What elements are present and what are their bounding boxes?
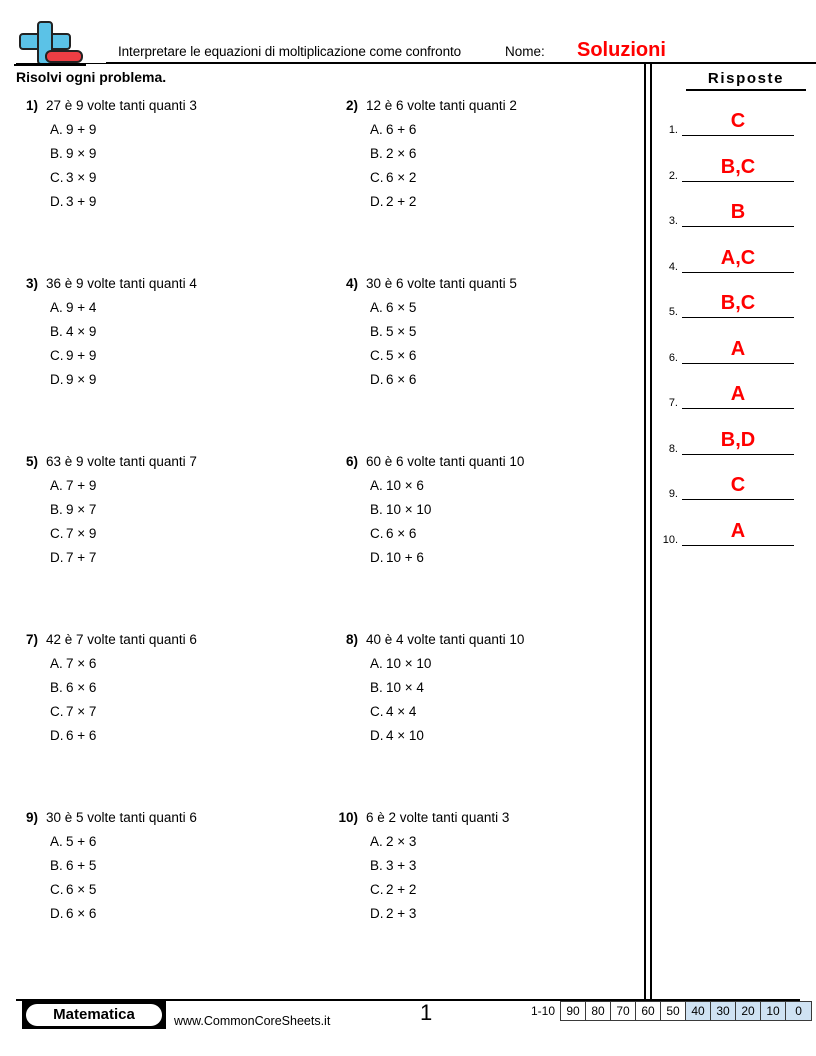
choice-letter: D.	[370, 372, 384, 387]
choice-expression: 4 × 10	[386, 728, 424, 743]
answer-row-number: 6.	[668, 351, 678, 364]
choice-letter: A.	[50, 300, 63, 315]
problem-text: 60 è 6 volte tanti quanti 10	[366, 454, 525, 469]
answer-row-number: 7.	[668, 397, 678, 409]
answer-choice[interactable]	[50, 118, 328, 142]
answer-row-number: 5.	[668, 306, 678, 318]
problem-header	[8, 808, 328, 830]
score-scale-label: 1-10	[531, 1004, 556, 1018]
choice-expression: 6 × 6	[386, 526, 417, 541]
choice-letter: A.	[50, 834, 63, 849]
problem-number: 4)	[345, 276, 358, 291]
header-rule-left	[16, 63, 108, 64]
answer-row-line[interactable]	[682, 226, 794, 227]
answer-choice[interactable]	[370, 724, 648, 748]
choice-letter: B.	[50, 680, 63, 695]
answer-choice[interactable]	[370, 676, 648, 700]
answer-choice[interactable]	[370, 700, 648, 724]
choice-letter: D.	[50, 372, 64, 387]
choice-letter: D.	[50, 194, 64, 209]
problem-item	[328, 274, 648, 392]
answer-row-value: C	[730, 110, 746, 132]
choice-expression: 7 + 9	[66, 478, 97, 493]
choice-letter: C.	[50, 526, 64, 541]
problem-header	[328, 630, 648, 652]
brand-pill	[26, 1004, 162, 1026]
answer-row-line[interactable]	[682, 545, 794, 546]
problem-number: 3)	[25, 276, 38, 291]
choice-letter: A.	[370, 834, 383, 849]
answer-row-value: B,C	[720, 155, 756, 178]
choice-letter: C.	[50, 170, 64, 185]
answer-row	[656, 195, 806, 240]
plus-minus-icon	[14, 21, 86, 67]
answer-choice[interactable]	[370, 190, 648, 214]
choice-letter: C.	[50, 882, 64, 897]
problem-header	[328, 808, 648, 830]
choice-letter: A.	[370, 656, 383, 671]
choice-expression: 6 × 5	[386, 300, 417, 315]
answer-choice[interactable]	[50, 190, 328, 214]
choice-expression: 6 × 5	[66, 882, 97, 897]
problem-header	[8, 96, 328, 118]
problem-number: 9)	[25, 810, 38, 825]
choice-expression: 9 × 7	[66, 502, 97, 517]
problem-item	[8, 96, 328, 214]
answer-choice[interactable]	[370, 878, 648, 902]
answer-choice[interactable]	[50, 902, 328, 926]
choice-expression: 2 × 3	[386, 834, 417, 849]
answer-row	[656, 468, 806, 513]
choice-expression: 9 + 9	[66, 122, 97, 137]
answer-row-number: 9.	[668, 488, 678, 500]
problem-header	[8, 274, 328, 296]
problem-number: 6)	[345, 454, 358, 469]
choice-letter: B.	[370, 680, 383, 695]
problem-header	[328, 96, 648, 118]
choice-expression: 9 + 4	[66, 300, 97, 315]
answer-row	[656, 286, 806, 331]
choice-expression: 9 + 9	[66, 348, 97, 363]
answer-row-number: 4.	[668, 260, 678, 273]
answer-row-line[interactable]	[682, 181, 794, 182]
answer-row-value: A	[730, 383, 746, 405]
plus-center-fill	[39, 34, 51, 49]
answer-choice[interactable]	[370, 474, 648, 498]
answer-choice[interactable]	[50, 474, 328, 498]
answer-choice[interactable]	[50, 344, 328, 368]
choice-expression: 6 × 2	[386, 170, 417, 185]
choice-letter: A.	[50, 656, 63, 671]
answer-choice[interactable]	[370, 142, 648, 166]
answer-choice[interactable]	[50, 522, 328, 546]
choice-letter: B.	[50, 502, 63, 517]
problem-text: 36 è 9 volte tanti quanti 4	[46, 276, 197, 291]
answer-choice[interactable]	[50, 546, 328, 570]
choice-letter: C.	[370, 704, 384, 719]
problem-text: 30 è 6 volte tanti quanti 5	[366, 276, 517, 291]
problem-number: 2)	[345, 98, 358, 113]
answer-row-value: B,D	[720, 428, 756, 451]
problem-item	[8, 808, 328, 926]
choice-letter: B.	[50, 858, 63, 873]
choice-expression: 2 × 6	[386, 146, 417, 161]
answer-choice[interactable]	[370, 498, 648, 522]
answer-choice[interactable]	[50, 878, 328, 902]
score-scale-cell: 0	[786, 1002, 811, 1020]
answer-row-number: 3.	[668, 215, 678, 227]
answer-choice[interactable]	[50, 296, 328, 320]
answer-row-number: 8.	[668, 442, 678, 455]
answer-row-number: 1.	[668, 124, 678, 136]
answer-choice[interactable]	[370, 522, 648, 546]
choice-letter: D.	[50, 728, 64, 743]
answer-row	[656, 377, 806, 422]
choice-letter: A.	[370, 300, 383, 315]
page-number: 1	[420, 1000, 433, 1025]
problem-text: 12 è 6 volte tanti quanti 2	[366, 98, 517, 113]
problem-header	[328, 274, 648, 296]
answer-row	[656, 150, 806, 195]
choice-expression: 4 × 4	[386, 704, 417, 719]
choice-letter: A.	[370, 122, 383, 137]
problem-number: 1)	[25, 98, 38, 113]
answer-choice[interactable]	[50, 830, 328, 854]
choice-expression: 4 × 9	[66, 324, 97, 339]
header-rule	[106, 62, 816, 64]
answer-choice[interactable]	[370, 830, 648, 854]
choice-expression: 6 + 6	[386, 122, 417, 137]
answer-row-line[interactable]	[682, 135, 794, 136]
minus-bar	[45, 50, 83, 63]
choice-expression: 3 + 3	[386, 858, 417, 873]
answer-row-line[interactable]	[682, 272, 794, 273]
choice-expression: 6 × 6	[66, 680, 97, 695]
answer-row-value: A,C	[720, 246, 756, 269]
name-label: Nome:	[505, 44, 545, 59]
choice-expression: 10 × 6	[386, 478, 424, 493]
score-scale-cell: 40	[686, 1002, 711, 1020]
choice-expression: 10 × 4	[386, 680, 424, 695]
answer-choice[interactable]	[50, 854, 328, 878]
answer-choice[interactable]	[370, 854, 648, 878]
answer-choice[interactable]	[50, 166, 328, 190]
choice-expression: 10 × 10	[386, 656, 432, 671]
instructions-text: Risolvi ogni problema.	[16, 69, 167, 85]
problem-text: 40 è 4 volte tanti quanti 10	[366, 632, 525, 647]
choice-expression: 6 + 5	[66, 858, 97, 873]
choice-expression: 10 + 6	[386, 550, 424, 565]
score-scale	[531, 1001, 812, 1021]
brand-badge	[22, 1001, 166, 1029]
score-scale-cell: 30	[711, 1002, 736, 1020]
choice-expression: 5 × 6	[386, 348, 417, 363]
problem-text: 42 è 7 volte tanti quanti 6	[46, 632, 197, 647]
score-scale-cell: 80	[586, 1002, 611, 1020]
choice-expression: 5 + 6	[66, 834, 97, 849]
answer-row	[656, 241, 806, 286]
problem-text: 27 è 9 volte tanti quanti 3	[46, 98, 197, 113]
answer-choice[interactable]	[370, 902, 648, 926]
answer-choice[interactable]	[370, 368, 648, 392]
answer-row	[656, 423, 806, 468]
problem-number: 5)	[25, 454, 38, 469]
choice-letter: B.	[50, 146, 63, 161]
problem-item	[328, 96, 648, 214]
answer-row	[656, 332, 806, 377]
problem-text: 63 è 9 volte tanti quanti 7	[46, 454, 197, 469]
choice-expression: 10 × 10	[386, 502, 432, 517]
choice-letter: B.	[370, 146, 383, 161]
choice-letter: C.	[370, 348, 384, 363]
answer-row-value: A	[730, 519, 746, 542]
choice-letter: C.	[370, 882, 384, 897]
choice-letter: D.	[370, 194, 384, 209]
choice-expression: 2 + 3	[386, 906, 417, 921]
score-scale-cell: 50	[661, 1002, 686, 1020]
page-header	[0, 0, 816, 70]
choice-expression: 3 + 9	[66, 194, 97, 209]
answer-row-number: 2.	[668, 169, 678, 182]
choice-expression: 7 × 7	[66, 704, 97, 719]
problem-item	[8, 452, 328, 570]
choice-letter: D.	[50, 906, 64, 921]
choice-letter: C.	[370, 170, 384, 185]
answer-choice[interactable]	[50, 724, 328, 748]
score-scale-cells	[560, 1001, 812, 1021]
choice-expression: 2 + 2	[386, 194, 417, 209]
answers-panel-title: Risposte	[686, 70, 806, 91]
problem-number: 10)	[338, 810, 358, 825]
choice-letter: C.	[370, 526, 384, 541]
answer-row-line[interactable]	[682, 317, 794, 318]
answer-choice[interactable]	[50, 700, 328, 724]
problem-item	[328, 452, 648, 570]
choice-expression: 7 + 7	[66, 550, 97, 565]
answer-row	[656, 104, 806, 149]
logo-baseline	[14, 64, 86, 66]
problem-number: 8)	[345, 632, 358, 647]
problem-text: 30 è 5 volte tanti quanti 6	[46, 810, 197, 825]
answer-choice[interactable]	[370, 344, 648, 368]
choice-letter: A.	[370, 478, 383, 493]
choice-letter: B.	[370, 502, 383, 517]
problem-item	[8, 630, 328, 748]
answer-choice[interactable]	[50, 320, 328, 344]
answer-choice[interactable]	[50, 652, 328, 676]
choice-letter: D.	[370, 906, 384, 921]
choice-letter: A.	[50, 478, 63, 493]
score-scale-cell: 20	[736, 1002, 761, 1020]
choice-letter: C.	[50, 704, 64, 719]
answer-choice[interactable]	[50, 676, 328, 700]
problem-header	[8, 630, 328, 652]
choice-letter: A.	[50, 122, 63, 137]
choice-letter: B.	[370, 324, 383, 339]
choice-letter: D.	[50, 550, 64, 565]
answer-row	[656, 514, 806, 559]
answer-choice[interactable]	[370, 118, 648, 142]
answer-choice[interactable]	[370, 296, 648, 320]
choice-expression: 9 × 9	[66, 146, 97, 161]
choice-expression: 5 × 5	[386, 324, 417, 339]
answer-choice[interactable]	[370, 546, 648, 570]
score-scale-cell: 10	[761, 1002, 786, 1020]
choice-expression: 2 + 2	[386, 882, 417, 897]
choice-letter: C.	[50, 348, 64, 363]
choice-expression: 6 × 6	[386, 372, 417, 387]
score-scale-cell: 90	[561, 1002, 586, 1020]
answer-row-value: C	[730, 474, 746, 496]
answer-choice[interactable]	[50, 368, 328, 392]
brand-label: Matematica	[53, 1006, 135, 1023]
choice-expression: 6 × 6	[66, 906, 97, 921]
worksheet-title: Interpretare le equazioni di moltiplicazione come confronto	[118, 44, 462, 59]
choice-letter: B.	[370, 858, 383, 873]
choice-expression: 7 × 6	[66, 656, 97, 671]
choice-expression: 9 × 9	[66, 372, 97, 387]
choice-letter: B.	[50, 324, 63, 339]
site-url: www.CommonCoreSheets.it	[174, 1014, 331, 1028]
name-value: Soluzioni	[577, 39, 666, 61]
problem-header	[328, 452, 648, 474]
answer-row-number: 10.	[662, 533, 678, 546]
choice-expression: 6 + 6	[66, 728, 97, 743]
answer-choice[interactable]	[50, 142, 328, 166]
score-scale-cell: 70	[611, 1002, 636, 1020]
answer-row-line[interactable]	[682, 499, 794, 500]
answer-choice[interactable]	[50, 498, 328, 522]
problem-number: 7)	[25, 632, 38, 647]
answer-row-line[interactable]	[682, 363, 794, 364]
problem-header	[8, 452, 328, 474]
choice-letter: D.	[370, 550, 384, 565]
choice-expression: 3 × 9	[66, 170, 97, 185]
problem-item	[8, 274, 328, 392]
answer-row-line[interactable]	[682, 408, 794, 409]
problem-text: 6 è 2 volte tanti quanti 3	[366, 810, 510, 825]
problem-item	[328, 630, 648, 748]
choice-letter: D.	[370, 728, 384, 743]
answer-column-divider-inner	[650, 63, 652, 1000]
answer-row-line[interactable]	[682, 454, 794, 455]
problem-item	[328, 808, 648, 926]
answer-choice[interactable]	[370, 652, 648, 676]
choice-expression: 7 × 9	[66, 526, 97, 541]
answer-row-value: A	[730, 337, 746, 360]
answer-choice[interactable]	[370, 320, 648, 344]
answer-choice[interactable]	[370, 166, 648, 190]
answer-row-value: B	[730, 201, 746, 223]
score-scale-cell: 60	[636, 1002, 661, 1020]
answer-row-value: B,C	[720, 292, 756, 314]
